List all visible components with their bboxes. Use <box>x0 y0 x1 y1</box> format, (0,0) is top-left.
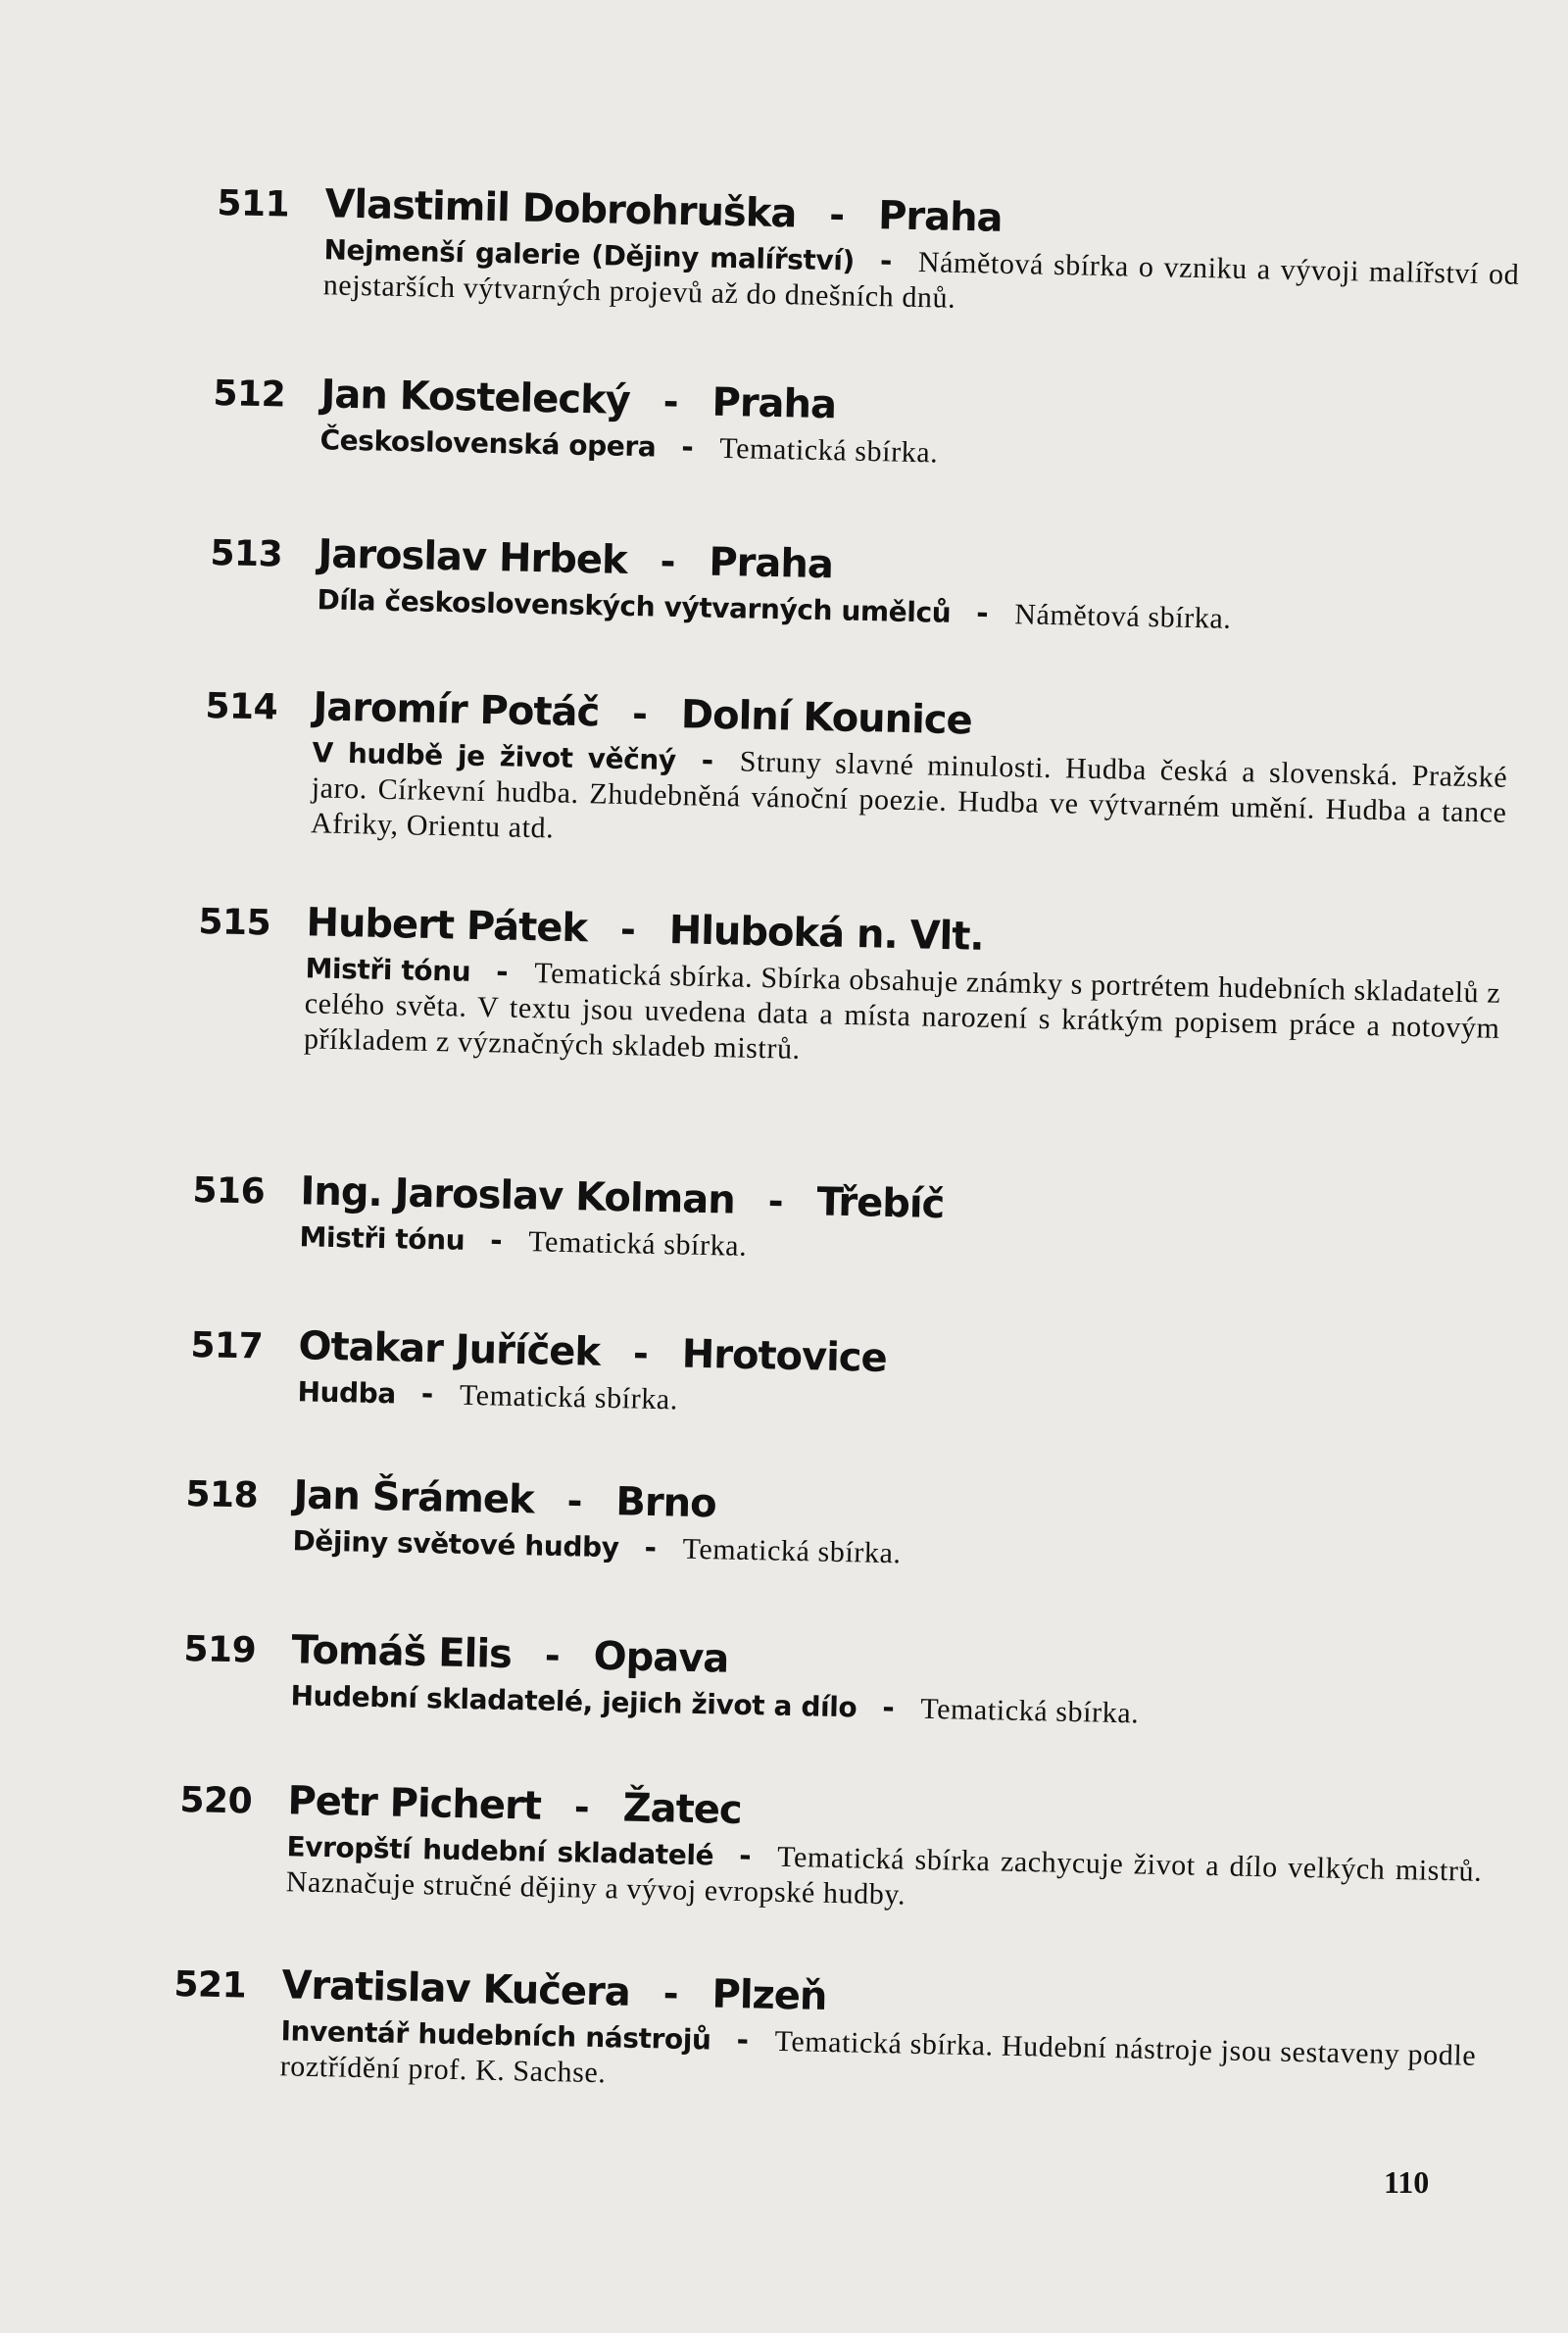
exhibit-title: Mistři tónu <box>299 1220 466 1257</box>
catalog-entry <box>215 179 1520 328</box>
exhibitor-city: Hrotovice <box>681 1331 888 1381</box>
entry-number: 511 <box>217 182 290 225</box>
exhibitor-name: Jaromír Potáč <box>313 684 600 736</box>
exhibit-description: Tematická sbírka. <box>682 1532 902 1570</box>
exhibit-title: Dějiny světové hudby <box>292 1524 619 1564</box>
exhibitor-name: Jan Kostelecký <box>320 372 631 423</box>
exhibit-title: V hudbě je život věčný <box>312 736 677 777</box>
catalog-entry <box>172 1961 1477 2110</box>
exhibit-title: Díla československých výtvarných umělců <box>317 583 952 629</box>
separator: - <box>544 1633 562 1678</box>
exhibitor-name: Hubert Pátek <box>306 900 588 952</box>
exhibit-description: Tematická sbírka. <box>527 1225 748 1263</box>
entry-number: 513 <box>210 532 283 575</box>
separator: - <box>420 1376 435 1413</box>
entry-number: 519 <box>183 1628 257 1671</box>
separator: - <box>660 539 676 583</box>
entry-number: 515 <box>198 901 271 944</box>
entry-number: 516 <box>192 1169 266 1213</box>
catalog-entry <box>177 1776 1483 1925</box>
catalog-entry <box>191 1166 1496 1280</box>
exhibitor-name: Vratislav Kučera <box>281 1962 631 2015</box>
entry-body <box>304 951 1501 1082</box>
separator: - <box>680 430 695 466</box>
exhibitor-city: Praha <box>711 379 837 428</box>
separator: - <box>767 1179 784 1223</box>
separator: - <box>828 193 846 237</box>
catalog-entry <box>196 898 1502 1082</box>
catalog-entry <box>203 682 1509 867</box>
exhibitor-name: Petr Pichert <box>287 1778 542 1829</box>
separator: - <box>881 1690 896 1726</box>
catalog-entry <box>212 370 1517 483</box>
separator: - <box>632 1331 650 1375</box>
entry-body <box>311 735 1508 867</box>
exhibitor-city: Praha <box>708 539 834 588</box>
separator: - <box>489 1223 504 1259</box>
exhibitor-city: Opava <box>593 1633 729 1682</box>
exhibitor-city: Plzeň <box>711 1971 827 2019</box>
exhibitor-city: Třebíč <box>816 1179 945 1228</box>
separator: - <box>701 743 715 778</box>
separator: - <box>975 596 990 631</box>
exhibit-title: Evropští hudební skladatelé <box>286 1830 714 1872</box>
separator: - <box>736 2023 750 2059</box>
exhibitor-name: Ing. Jaroslav Kolman <box>300 1168 736 1223</box>
catalog-entry <box>184 1470 1490 1584</box>
exhibit-title: Nejmenší galerie (Dějiny malířství) <box>323 233 856 277</box>
entry-number: 514 <box>205 685 278 728</box>
exhibitor-name: Jan Šrámek <box>293 1472 535 1523</box>
exhibit-description: Námětová sbírka. <box>1013 598 1232 635</box>
catalog-entry <box>182 1625 1488 1739</box>
exhibitor-name: Tomáš Elis <box>291 1627 513 1677</box>
entry-number: 518 <box>185 1473 259 1516</box>
separator: - <box>566 1479 583 1523</box>
exhibit-description: Tematická sbírka. <box>919 1692 1140 1730</box>
exhibitor-name: Jaroslav Hrbek <box>318 531 628 583</box>
exhibit-title: Hudba <box>297 1375 397 1411</box>
separator: - <box>662 1971 680 2015</box>
exhibit-description: Tematická sbírka zachycuje život a dílo velkých mistrů. Naznačuje stručné dějiny a vývoj evropské hudby. <box>285 1840 1483 1911</box>
page-number: 110 <box>1384 2164 1430 2200</box>
exhibitor-city: Dolní Kounice <box>680 692 973 744</box>
entry-number: 517 <box>190 1324 264 1367</box>
exhibit-description: Struny slavné minulosti. Hudba česká a slovenská. Pražské jaro. Církevní hudba. Zhudebněná vánoční poezie. Hudba ve výtvarném umění. Hudba a tance Afriky, Orientu atd. <box>310 745 1508 845</box>
entry-number: 521 <box>173 1963 247 2007</box>
exhibit-description: Tematická sbírka. <box>719 431 939 470</box>
exhibitor-city: Hluboká n. Vlt. <box>668 908 985 960</box>
catalog-entry <box>189 1321 1494 1435</box>
exhibit-description: Námětová sbírka o vzniku a vývoji malířství od nejstarších výtvarných projevů až do dnešních dnů. <box>322 245 1520 315</box>
exhibit-description: Tematická sbírka. Sbírka obsahuje známky s portrétem hudebních skladatelů z celého světa. V textu jsou uvedena data a místa narození s krátkým popisem práce a notovým příkladem z význačných skladeb mistrů. <box>303 957 1501 1066</box>
exhibit-title: Inventář hudebních nástrojů <box>280 2014 711 2057</box>
exhibitor-city: Žatec <box>622 1785 743 1833</box>
exhibitor-name: Vlastimil Dobrohruška <box>324 181 797 237</box>
exhibit-title: Hudební skladatelé, jejich život a dílo <box>290 1679 858 1724</box>
exhibit-description: Tematická sbírka. <box>459 1378 679 1416</box>
separator: - <box>738 1838 753 1874</box>
separator: - <box>644 1530 658 1566</box>
entry-number: 512 <box>213 372 286 416</box>
exhibit-description: Tematická sbírka. Hudební nástroje jsou sestaveny podle roztřídění prof. K. Sachse. <box>279 2024 1477 2090</box>
entry-number: 520 <box>179 1779 253 1822</box>
separator: - <box>573 1785 591 1829</box>
catalog-entry <box>209 529 1514 643</box>
separator: - <box>495 955 510 990</box>
separator: - <box>879 244 894 279</box>
exhibitor-city: Brno <box>614 1479 717 1527</box>
separator: - <box>631 692 649 736</box>
exhibit-title: Mistři tónu <box>305 952 471 988</box>
exhibitor-city: Praha <box>877 193 1004 241</box>
separator: - <box>662 379 679 423</box>
exhibit-title: Československá opera <box>319 423 657 464</box>
exhibitor-name: Otakar Juříček <box>298 1323 601 1375</box>
separator: - <box>619 908 637 952</box>
